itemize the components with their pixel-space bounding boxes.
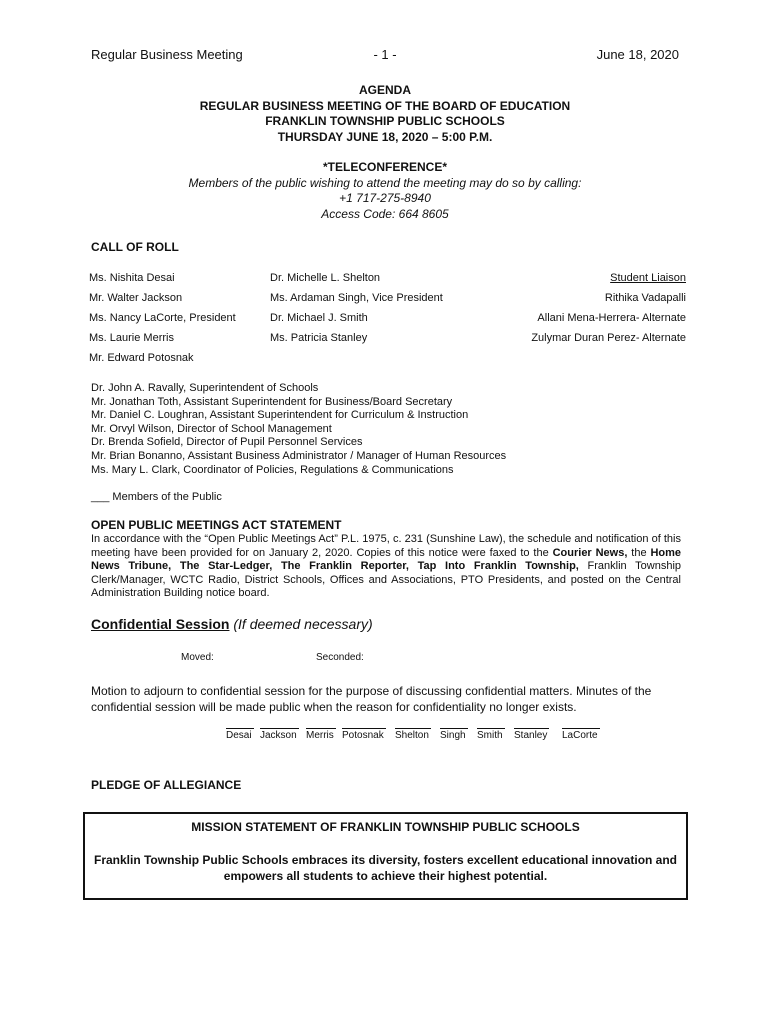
vote-shelton bbox=[395, 716, 431, 741]
administrator: Mr. Brian Bonanno, Assistant Business Administrator / Manager of Human Resources bbox=[91, 449, 507, 462]
seconded-label: Seconded: bbox=[316, 652, 364, 663]
vote-name: Smith bbox=[477, 730, 503, 741]
teleconference-instructions: Members of the public wishing to attend the meeting may do so by calling: bbox=[188, 175, 582, 190]
roll-column-board-2 bbox=[270, 268, 443, 348]
administrator: Ms. Mary L. Clark, Coordinator of Policies, Regulations & Communications bbox=[91, 463, 454, 476]
teleconference-info bbox=[0, 160, 770, 222]
roll-member: Zulymar Duran Perez- Alternate bbox=[531, 332, 686, 344]
title-date-time: THURSDAY JUNE 18, 2020 – 5:00 P.M. bbox=[277, 129, 493, 144]
roll-member: Mr. Edward Potosnak bbox=[89, 352, 194, 364]
vote-name: Potosnak bbox=[342, 730, 384, 741]
roll-member: Allani Mena-Herrera- Alternate bbox=[537, 312, 686, 324]
administrator: Dr. John A. Ravally, Superintendent of Schools bbox=[91, 382, 319, 394]
confidential-session-title: Confidential Session bbox=[91, 616, 230, 632]
roll-member: Ms. Nishita Desai bbox=[89, 272, 175, 284]
vote-name: Merris bbox=[306, 730, 334, 741]
vote-name: Desai bbox=[226, 730, 252, 741]
title-district: FRANKLIN TOWNSHIP PUBLIC SCHOOLS bbox=[265, 114, 505, 128]
confidential-session-note: (If deemed necessary) bbox=[233, 616, 373, 632]
vote-smith bbox=[477, 716, 505, 741]
mission-text: Franklin Township Public Schools embraces its diversity, fosters excellent educational innovation and empowers all students to achieve their highest potential. bbox=[93, 853, 678, 883]
opma-statement bbox=[91, 533, 681, 601]
roll-column-board-1 bbox=[89, 268, 236, 368]
administrators-list bbox=[91, 382, 506, 477]
vote-name: Stanley bbox=[514, 730, 548, 741]
roll-member: Rithika Vadapalli bbox=[604, 292, 686, 304]
opma-text: In accordance with the “Open Public Meetings Act” P.L. 1975, c. 231 (Sunshine Law), the schedule and notification of this meeting have been provided for on January 2, 2020. Copies of this notice were faxed to the bbox=[91, 533, 681, 559]
roll-member: Ms. Patricia Stanley bbox=[270, 332, 368, 344]
vote-name: Singh bbox=[440, 730, 466, 741]
vote-name: Jackson bbox=[260, 730, 297, 741]
header-meeting-name: Regular Business Meeting bbox=[91, 47, 243, 62]
vote-singh bbox=[440, 716, 468, 741]
opma-newspapers: Home News Tribune, The Star-Ledger, The Franklin Reporter, Tap Into Franklin Township, bbox=[91, 546, 682, 572]
header-page-number: - 1 - bbox=[373, 47, 397, 62]
administrator: Mr. Orvyl Wilson, Director of School Management bbox=[91, 422, 332, 435]
vote-merris bbox=[306, 716, 336, 741]
opma-heading: OPEN PUBLIC MEETINGS ACT STATEMENT bbox=[91, 518, 342, 532]
vote-lacorte bbox=[562, 716, 600, 741]
mission-statement-box bbox=[83, 812, 688, 900]
pledge-heading: PLEDGE OF ALLEGIANCE bbox=[91, 778, 242, 792]
vote-name: Shelton bbox=[395, 730, 429, 741]
administrator: Mr. Jonathan Toth, Assistant Superintendent for Business/Board Secretary bbox=[91, 395, 453, 408]
opma-newspaper: Courier News, bbox=[552, 546, 628, 559]
vote-jackson bbox=[260, 716, 299, 741]
teleconference-phone: +1 717-275-8940 bbox=[339, 191, 431, 205]
vote-name: LaCorte bbox=[562, 730, 598, 741]
teleconference-access-code: Access Code: 664 8605 bbox=[321, 206, 449, 221]
roll-member: Dr. Michael J. Smith bbox=[270, 312, 368, 324]
moved-label: Moved: bbox=[181, 652, 214, 663]
confidential-session-heading bbox=[91, 616, 373, 632]
vote-desai bbox=[226, 716, 254, 741]
title-meeting: REGULAR BUSINESS MEETING OF THE BOARD OF EDUCATION bbox=[199, 98, 571, 113]
roll-member: Ms. Ardaman Singh, Vice President bbox=[270, 292, 443, 304]
members-of-public: ___ Members of the Public bbox=[91, 491, 222, 503]
student-liaison-heading: Student Liaison bbox=[610, 272, 686, 284]
roll-call-heading: CALL OF ROLL bbox=[91, 240, 179, 254]
administrator: Mr. Daniel C. Loughran, Assistant Superintendent for Curriculum & Instruction bbox=[91, 409, 469, 422]
opma-text: the bbox=[627, 546, 651, 559]
mission-title: MISSION STATEMENT OF FRANKLIN TOWNSHIP PUBLIC SCHOOLS bbox=[191, 820, 580, 834]
teleconference-title: *TELECONFERENCE* bbox=[322, 160, 447, 174]
header-date: June 18, 2020 bbox=[596, 47, 679, 62]
opma-text: Franklin Township Clerk/Manager, WCTC Radio, District Schools, Offices and Associations, PTO Presidents, and posted on the Central Administration Building notice board. bbox=[91, 560, 682, 599]
administrator: Dr. Brenda Sofield, Director of Pupil Personnel Services bbox=[91, 436, 363, 449]
title-agenda: AGENDA bbox=[358, 83, 411, 97]
agenda-title bbox=[0, 83, 770, 145]
confidential-motion: Motion to adjourn to confidential session for the purpose of discussing confidential matters. Minutes of the confidential session will be made public when the reason for confidentiality no longer exists. bbox=[91, 684, 652, 714]
roll-member: Ms. Laurie Merris bbox=[89, 332, 174, 344]
roll-member: Mr. Walter Jackson bbox=[89, 292, 183, 304]
roll-member: Ms. Nancy LaCorte, President bbox=[89, 312, 236, 324]
roll-member: Dr. Michelle L. Shelton bbox=[270, 272, 381, 284]
vote-stanley bbox=[514, 716, 549, 741]
vote-potosnak bbox=[342, 716, 386, 741]
roll-column-student-liaison bbox=[531, 268, 686, 348]
